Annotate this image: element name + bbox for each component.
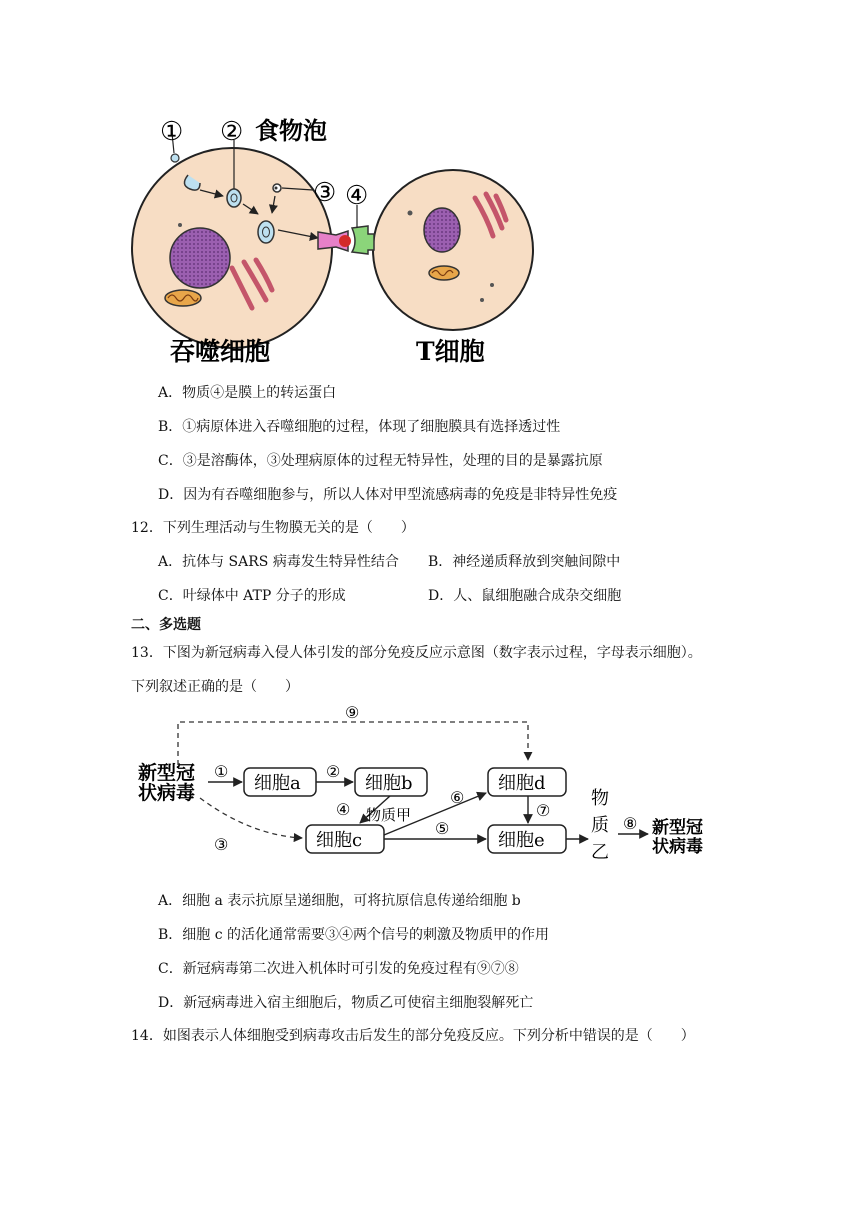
step-7: ⑦: [536, 801, 551, 820]
cell-a-label: 细胞a: [254, 773, 301, 794]
substance-jia-label: 物质甲: [366, 806, 412, 824]
section-heading-multiple-choice: 二、多选题: [131, 617, 201, 633]
figure-phagocyte-tcell: [120, 110, 560, 375]
q12-option-d: D．人、鼠细胞融合成杂交细胞: [428, 588, 622, 604]
step-6: ⑥: [450, 788, 465, 807]
q13-option-d: D．新冠病毒进入宿主细胞后，物质乙可使宿主细胞裂解死亡: [158, 995, 534, 1011]
phagocyte-cell-body: [132, 148, 332, 348]
q12-option-c: C．叶绿体中 ATP 分子的形成: [158, 588, 346, 604]
fig1-phagocyte-label: 吞噬细胞: [170, 337, 271, 366]
substance-yi-char3: 乙: [591, 842, 609, 863]
fig1-tcell-label: T细胞: [416, 337, 485, 366]
step-8: ⑧: [623, 814, 638, 833]
step-5: ⑤: [435, 819, 450, 838]
q13-option-b: B．细胞 c 的活化通常需要③④两个信号的刺激及物质甲的作用: [158, 927, 550, 943]
step-3: ③: [214, 835, 229, 854]
substance-yi-char2: 质: [591, 815, 609, 836]
phagocyte-mitochondrion: [165, 290, 201, 306]
q14-stem: 14．如图表示人体细胞受到病毒攻击后发生的部分免疫反应。下列分析中错误的是（ ）: [131, 1028, 695, 1044]
q13-option-a: A．细胞 a 表示抗原呈递细胞，可将抗原信息传递给细胞 b: [158, 893, 521, 909]
target-virus-line1: 新型冠: [652, 818, 703, 838]
q11-option-b: B．①病原体进入吞噬细胞的过程，体现了细胞膜具有选择透过性: [158, 419, 561, 435]
step-9: ⑨: [345, 703, 360, 722]
step-2: ②: [326, 762, 341, 781]
q11-option-c: C．③是溶酶体，③处理病原体的过程无特异性，处理的目的是暴露抗原: [158, 453, 603, 469]
q13-option-c: C．新冠病毒第二次进入机体时可引发的免疫过程有⑨⑦⑧: [158, 961, 519, 977]
fig1-label-1: ①: [160, 117, 184, 147]
target-virus-line2: 状病毒: [652, 837, 703, 857]
q11-option-d: D．因为有吞噬细胞参与，所以人体对甲型流感病毒的免疫是非特异性免疫: [158, 487, 618, 503]
figure-immune-response-diagram: [130, 700, 730, 875]
q12-option-b: B．神经递质释放到突触间隙中: [428, 554, 621, 570]
virus-source-line2: 状病毒: [138, 782, 196, 804]
fig1-label-food-vacuole: 食物泡: [255, 116, 327, 145]
cell-b-label: 细胞b: [365, 773, 413, 794]
q11-option-a: A．物质④是膜上的转运蛋白: [158, 385, 337, 401]
step-1: ①: [214, 762, 229, 781]
cell-e-label: 细胞e: [498, 830, 545, 851]
phagocyte-nucleus: [170, 228, 230, 288]
virus-source-line1: 新型冠: [138, 762, 196, 784]
q12-stem: 12．下列生理活动与生物膜无关的是（ ）: [131, 520, 415, 536]
cell-c-label: 细胞c: [316, 830, 363, 851]
tcell-nucleus: [424, 208, 460, 252]
substance-yi-char1: 物: [591, 788, 609, 809]
tcell-mitochondrion: [429, 266, 459, 280]
fig1-label-2: ②: [220, 117, 244, 147]
q12-option-a: A．抗体与 SARS 病毒发生特异性结合: [158, 554, 399, 570]
fig1-label-4: ④: [345, 181, 369, 211]
q13-stem-line1: 13．下图为新冠病毒入侵人体引发的部分免疫反应示意图（数字表示过程，字母表示细胞）。: [131, 645, 702, 661]
t-cell-body: [373, 170, 533, 330]
q13-stem-line2: 下列叙述正确的是（ ）: [131, 679, 299, 695]
step-4: ④: [336, 800, 351, 819]
fig1-label-3: ③: [313, 178, 337, 208]
cell-d-label: 细胞d: [498, 773, 546, 794]
